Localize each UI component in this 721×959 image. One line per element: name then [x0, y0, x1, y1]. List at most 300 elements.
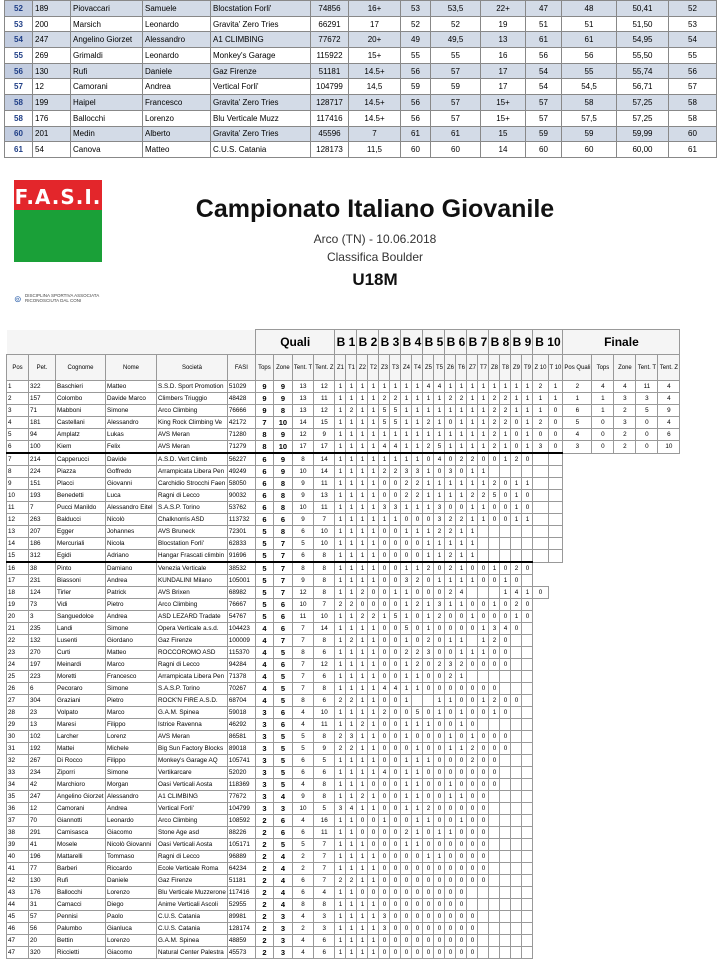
table-cell: [511, 731, 522, 743]
table-cell: 2: [255, 863, 273, 875]
table-cell: [522, 731, 533, 743]
table-cell: 0: [445, 911, 456, 923]
table-cell: 0: [636, 417, 658, 429]
table-cell: 1: [401, 562, 412, 575]
table-cell: [563, 599, 592, 611]
table-cell: 6: [273, 659, 292, 671]
table-cell: Rufi: [71, 63, 143, 79]
table-cell: 1: [423, 851, 434, 863]
table-cell: [500, 803, 511, 815]
table-cell: [658, 863, 680, 875]
table-cell: [658, 671, 680, 683]
table-cell: [636, 514, 658, 526]
table-cell: [511, 466, 522, 478]
table-cell: [489, 538, 500, 550]
table-cell: [533, 707, 548, 719]
table-cell: [592, 550, 614, 563]
column-header: T9: [522, 355, 533, 381]
table-cell: [533, 815, 548, 827]
table-cell: [548, 478, 563, 490]
table-cell: 5: [255, 575, 273, 587]
table-cell: 1: [412, 743, 423, 755]
table-cell: 1: [467, 538, 478, 550]
table-cell: [658, 550, 680, 563]
table-cell: Simone: [106, 405, 157, 417]
table-cell: 6: [255, 490, 273, 502]
table-cell: 1: [357, 863, 368, 875]
table-cell: [563, 839, 592, 851]
table-cell: C.U.S. Catania: [157, 923, 228, 935]
table-cell: 100: [29, 441, 56, 454]
table-cell: 6: [273, 611, 292, 623]
table-cell: 1: [335, 935, 346, 947]
table-cell: [658, 767, 680, 779]
table-cell: 11: [292, 611, 313, 623]
table-cell: 1: [412, 417, 423, 429]
table-cell: 0: [390, 839, 401, 851]
table-cell: 2: [335, 743, 346, 755]
table-cell: [548, 695, 563, 707]
table-cell: 0: [379, 743, 390, 755]
table-cell: 4: [7, 417, 29, 429]
block-header: B 3: [379, 330, 401, 355]
table-cell: [533, 683, 548, 695]
table-cell: 8: [314, 899, 335, 911]
table-cell: A1 CLIMBING: [157, 791, 228, 803]
table-cell: [522, 755, 533, 767]
table-cell: 3: [255, 803, 273, 815]
table-cell: [636, 875, 658, 887]
table-cell: Pennisi: [56, 911, 106, 923]
table-cell: 14: [314, 623, 335, 635]
table-cell: Simone: [106, 623, 157, 635]
table-cell: 0: [478, 575, 489, 587]
table-cell: 0: [592, 417, 614, 429]
table-cell: 1: [489, 381, 500, 393]
table-cell: Francesco: [106, 671, 157, 683]
table-cell: 1: [548, 381, 563, 393]
table-cell: 8: [273, 526, 292, 538]
table-cell: 38: [29, 562, 56, 575]
table-cell: 0: [500, 599, 511, 611]
table-cell: 7: [29, 502, 56, 514]
table-cell: 0: [478, 803, 489, 815]
table-cell: 21: [7, 623, 29, 635]
table-cell: 1: [478, 417, 489, 429]
table-cell: 20+: [349, 32, 401, 48]
table-cell: [658, 562, 680, 575]
table-row: [5, 79, 717, 95]
table-cell: 60,00: [617, 142, 669, 158]
table-cell: [548, 887, 563, 899]
table-cell: 0: [379, 659, 390, 671]
table-cell: 60: [401, 142, 431, 158]
table-cell: [614, 575, 636, 587]
table-cell: [522, 851, 533, 863]
table-cell: [658, 743, 680, 755]
table-cell: 4: [379, 441, 390, 454]
table-cell: Leonardo: [143, 16, 211, 32]
table-cell: King Rock Climbing Ve: [157, 417, 228, 429]
table-cell: 0: [390, 803, 401, 815]
table-cell: 0: [390, 695, 401, 707]
table-cell: [500, 815, 511, 827]
table-cell: 57,25: [617, 95, 669, 111]
table-cell: 1: [346, 393, 357, 405]
table-cell: 1: [368, 899, 379, 911]
table-cell: 71279: [227, 441, 255, 454]
table-cell: [592, 514, 614, 526]
table-cell: 0: [390, 827, 401, 839]
table-cell: [614, 587, 636, 599]
table-cell: 0: [368, 779, 379, 791]
table-cell: 1: [478, 623, 489, 635]
table-cell: 1: [368, 671, 379, 683]
table-cell: 1: [368, 514, 379, 526]
table-cell: 5: [273, 683, 292, 695]
table-cell: 0: [467, 791, 478, 803]
table-cell: 8: [314, 731, 335, 743]
table-cell: 8: [255, 429, 273, 441]
table-cell: 124: [29, 587, 56, 599]
table-cell: 0: [379, 623, 390, 635]
table-cell: [489, 875, 500, 887]
table-cell: 1: [401, 393, 412, 405]
table-cell: 5: [255, 562, 273, 575]
table-cell: 0: [368, 599, 379, 611]
table-cell: 0: [434, 911, 445, 923]
table-cell: [614, 611, 636, 623]
table-cell: Simone: [106, 683, 157, 695]
table-cell: 0: [390, 899, 401, 911]
table-cell: 8: [273, 502, 292, 514]
table-cell: [511, 863, 522, 875]
table-cell: 8: [255, 441, 273, 454]
table-cell: 15: [7, 550, 29, 563]
table-cell: 8: [314, 791, 335, 803]
table-cell: 7: [292, 623, 313, 635]
table-cell: 1: [434, 417, 445, 429]
table-cell: [522, 659, 533, 671]
table-cell: Daniele: [106, 875, 157, 887]
table-cell: 1: [401, 453, 412, 466]
column-header: Z8: [489, 355, 500, 381]
table-cell: 0: [467, 827, 478, 839]
table-cell: [533, 575, 548, 587]
table-cell: 1: [456, 815, 467, 827]
table-cell: 6: [29, 683, 56, 695]
table-row: [7, 779, 680, 791]
table-cell: 4: [500, 623, 511, 635]
table-cell: 10: [314, 538, 335, 550]
table-cell: 5: [412, 707, 423, 719]
table-cell: 62833: [227, 538, 255, 550]
table-cell: 1: [456, 671, 467, 683]
table-cell: [500, 526, 511, 538]
table-cell: [658, 911, 680, 923]
table-cell: 0: [368, 587, 379, 599]
table-cell: [522, 839, 533, 851]
table-cell: [548, 538, 563, 550]
table-cell: [489, 719, 500, 731]
table-cell: Camacci: [56, 899, 106, 911]
table-cell: 4: [273, 851, 292, 863]
table-cell: 7: [314, 851, 335, 863]
table-cell: 0: [478, 863, 489, 875]
table-row: [7, 562, 680, 575]
table-cell: [636, 695, 658, 707]
table-cell: 4: [292, 707, 313, 719]
table-cell: 0: [390, 755, 401, 767]
table-cell: 1: [335, 755, 346, 767]
table-cell: [500, 875, 511, 887]
table-cell: 1: [412, 562, 423, 575]
table-cell: 201: [33, 126, 71, 142]
table-cell: 2: [614, 429, 636, 441]
table-cell: 2: [500, 417, 511, 429]
table-cell: 0: [445, 923, 456, 935]
table-cell: Patrick: [106, 587, 157, 599]
table-cell: 61: [431, 126, 481, 142]
table-cell: 0: [467, 599, 478, 611]
table-cell: ROCK'N FIRE A.S.D.: [157, 695, 228, 707]
table-cell: 1: [335, 923, 346, 935]
table-cell: [533, 538, 548, 550]
table-cell: 1: [401, 417, 412, 429]
table-cell: 2: [467, 490, 478, 502]
table-cell: 6: [273, 707, 292, 719]
table-cell: 0: [467, 911, 478, 923]
column-header: Z3: [379, 355, 390, 381]
table-cell: 0: [379, 575, 390, 587]
table-cell: Nicolò Giovanni: [106, 839, 157, 851]
table-cell: [592, 779, 614, 791]
column-header: Tops: [255, 355, 273, 381]
table-cell: 2: [255, 947, 273, 959]
table-cell: 2: [255, 935, 273, 947]
table-cell: 1: [401, 611, 412, 623]
table-cell: [500, 851, 511, 863]
table-cell: 31: [29, 899, 56, 911]
table-cell: 1: [335, 815, 346, 827]
column-header: Pet.: [29, 355, 56, 381]
table-cell: 2: [467, 755, 478, 767]
table-cell: 1: [335, 671, 346, 683]
table-cell: [548, 453, 563, 466]
table-cell: 5: [273, 671, 292, 683]
table-cell: 1: [335, 417, 346, 429]
table-cell: 1: [445, 538, 456, 550]
table-cell: 1: [522, 381, 533, 393]
table-cell: 5: [273, 779, 292, 791]
table-cell: 11: [636, 381, 658, 393]
table-cell: AVS Meran: [157, 429, 228, 441]
table-cell: 0: [500, 502, 511, 514]
table-cell: [636, 647, 658, 659]
table-cell: 0: [533, 429, 548, 441]
table-cell: 1: [522, 587, 533, 599]
table-cell: [522, 707, 533, 719]
table-cell: 2: [489, 405, 500, 417]
table-cell: [511, 767, 522, 779]
table-cell: [548, 671, 563, 683]
table-cell: 0: [412, 887, 423, 899]
table-cell: 51,50: [617, 16, 669, 32]
table-cell: [636, 947, 658, 959]
table-cell: 1: [467, 405, 478, 417]
table-cell: 1: [467, 514, 478, 526]
table-cell: 1: [335, 441, 346, 454]
table-cell: 59,99: [617, 126, 669, 142]
table-cell: 0: [379, 599, 390, 611]
table-cell: 1: [346, 851, 357, 863]
table-cell: AVS Brixen: [157, 587, 228, 599]
table-cell: 9: [292, 478, 313, 490]
table-cell: 1: [522, 514, 533, 526]
table-cell: 0: [467, 779, 478, 791]
table-cell: 0: [434, 899, 445, 911]
table-cell: 1: [434, 429, 445, 441]
table-cell: [592, 911, 614, 923]
table-cell: [614, 935, 636, 947]
table-cell: [533, 923, 548, 935]
column-header: Z2: [357, 355, 368, 381]
table-cell: 1: [357, 851, 368, 863]
table-cell: Gaz Firenze: [211, 63, 311, 79]
table-cell: Diego: [106, 899, 157, 911]
table-cell: [592, 562, 614, 575]
table-cell: 53: [401, 1, 431, 17]
table-cell: Mabboni: [56, 405, 106, 417]
table-cell: 1: [412, 453, 423, 466]
table-cell: 0: [445, 623, 456, 635]
table-cell: [636, 791, 658, 803]
table-row: [7, 947, 680, 959]
table-cell: 0: [478, 562, 489, 575]
table-cell: 8: [314, 550, 335, 563]
table-row: [7, 719, 680, 731]
table-cell: [658, 935, 680, 947]
table-cell: 0: [379, 731, 390, 743]
table-cell: [563, 911, 592, 923]
table-cell: 45596: [311, 126, 349, 142]
table-cell: G.A.M. Spinea: [157, 935, 228, 947]
table-cell: 1: [357, 803, 368, 815]
table-cell: 1: [368, 911, 379, 923]
table-cell: 0: [379, 671, 390, 683]
table-cell: [548, 466, 563, 478]
table-cell: Hangar Frascati climbin: [157, 550, 228, 563]
table-cell: 14: [7, 538, 29, 550]
table-cell: Blu Verticale Muzzerone: [157, 887, 228, 899]
event-location-date: Arco (TN) - 10.06.2018: [313, 232, 437, 246]
table-cell: Lorenzo: [143, 110, 211, 126]
table-cell: Vertikarcare: [157, 767, 228, 779]
table-cell: 1: [346, 623, 357, 635]
table-row: [7, 731, 680, 743]
table-cell: 189: [33, 1, 71, 17]
table-cell: 104799: [311, 79, 349, 95]
table-cell: 2: [292, 923, 313, 935]
table-cell: [614, 671, 636, 683]
table-cell: 6: [273, 623, 292, 635]
page-title: Campionato Italiano Giovanile: [195, 195, 555, 223]
table-cell: 0: [434, 791, 445, 803]
table-cell: 4: [255, 647, 273, 659]
table-cell: 23: [7, 647, 29, 659]
table-cell: [592, 719, 614, 731]
table-cell: 1: [357, 911, 368, 923]
column-header: T5: [434, 355, 445, 381]
table-cell: 52: [5, 1, 33, 17]
table-cell: 1: [445, 695, 456, 707]
table-cell: 1: [533, 405, 548, 417]
table-cell: 10: [273, 441, 292, 454]
table-cell: 5: [563, 417, 592, 429]
table-cell: 3: [379, 923, 390, 935]
table-cell: 0: [522, 562, 533, 575]
table-cell: 6: [255, 514, 273, 526]
table-cell: Leonardo: [106, 815, 157, 827]
table-cell: 14: [314, 466, 335, 478]
table-cell: 3: [273, 947, 292, 959]
table-cell: 2: [379, 707, 390, 719]
table-cell: Amplatz: [56, 429, 106, 441]
table-cell: [636, 839, 658, 851]
table-cell: 11: [314, 393, 335, 405]
table-cell: 4: [273, 887, 292, 899]
table-cell: 231: [29, 575, 56, 587]
table-cell: 1: [357, 393, 368, 405]
table-cell: [563, 587, 592, 599]
table-cell: 1: [412, 405, 423, 417]
table-cell: 6: [292, 755, 313, 767]
table-cell: [658, 478, 680, 490]
table-cell: [489, 899, 500, 911]
table-cell: [500, 683, 511, 695]
table-cell: [658, 599, 680, 611]
table-cell: 12: [29, 803, 56, 815]
table-cell: 3: [423, 647, 434, 659]
table-cell: [563, 453, 592, 466]
table-cell: 2: [412, 647, 423, 659]
table-cell: 1: [346, 429, 357, 441]
table-cell: 1: [434, 490, 445, 502]
table-cell: [522, 695, 533, 707]
table-cell: [548, 659, 563, 671]
table-cell: 1: [335, 659, 346, 671]
table-cell: [658, 755, 680, 767]
table-cell: [614, 707, 636, 719]
table-cell: 0: [467, 815, 478, 827]
table-cell: [636, 671, 658, 683]
table-cell: 0: [390, 863, 401, 875]
table-cell: 6: [314, 767, 335, 779]
table-cell: [533, 719, 548, 731]
table-cell: [592, 839, 614, 851]
table-row: [7, 911, 680, 923]
table-cell: 0: [401, 707, 412, 719]
table-cell: 4: [273, 791, 292, 803]
table-cell: [533, 478, 548, 490]
table-cell: C.U.S. Catania: [211, 142, 311, 158]
table-cell: 4: [255, 695, 273, 707]
table-cell: 0: [390, 767, 401, 779]
column-header: T8: [500, 355, 511, 381]
table-cell: 1: [467, 550, 478, 563]
table-cell: 0: [478, 659, 489, 671]
table-cell: Ragni di Lecco: [157, 851, 228, 863]
